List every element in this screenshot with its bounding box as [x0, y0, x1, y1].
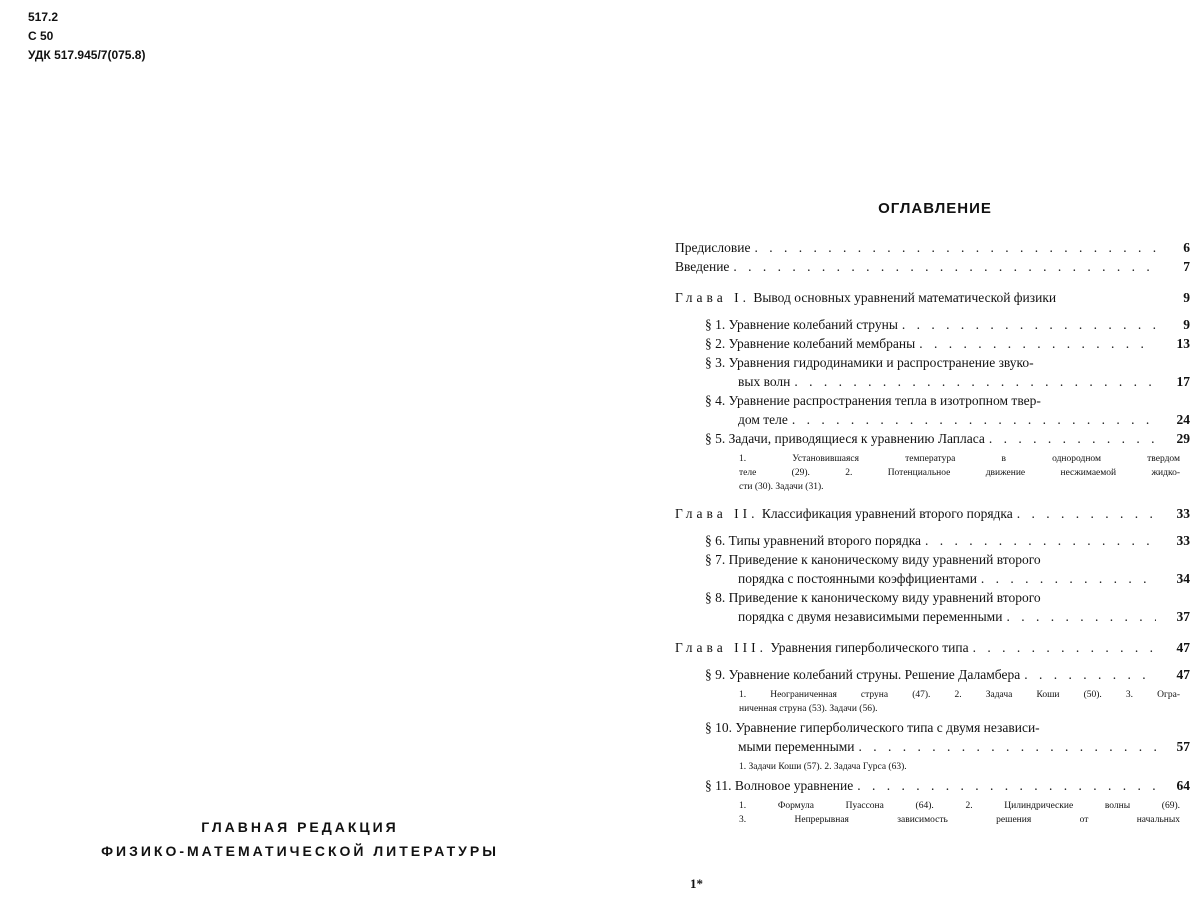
toc-chapter-text	[675, 290, 1056, 306]
subsection-line: 1. Неограниченная струна (47). 2. Задача Коши (50). 3. Огра-	[739, 690, 1180, 700]
toc-section-6[interactable]	[675, 533, 1190, 552]
toc-title: ОГЛАВЛЕНИЕ	[878, 200, 992, 217]
leader-dots	[1024, 667, 1156, 683]
toc-page-number: 47	[1176, 640, 1190, 655]
section-title: Задачи, приводящиеся к уравнению Лапласа	[728, 431, 985, 446]
toc-chapter-text	[675, 640, 969, 656]
section-number: § 5.	[705, 431, 726, 446]
toc-page-number: 33	[1176, 506, 1190, 521]
chapter-label: Глава III.	[675, 640, 767, 655]
publisher-line-1: ГЛАВНАЯ РЕДАКЦИЯ	[201, 819, 399, 835]
section-title: Уравнение колебаний мембраны	[728, 336, 916, 351]
toc-section-9[interactable]	[675, 667, 1190, 686]
section-title: Типы уравнений второго порядка	[728, 533, 922, 548]
leader-dots	[981, 571, 1156, 587]
chapter-label: Глава II.	[675, 506, 759, 521]
section-title: Уравнение распространения тепла в изотропном твер-	[728, 393, 1041, 408]
section-title-continuation: мыми переменными	[738, 739, 855, 754]
toc-entry-text: Введение	[675, 259, 730, 274]
section-number: § 8.	[705, 590, 726, 605]
chapter-title: Уравнения гиперболического типа	[770, 640, 969, 655]
section-title: Уравнение колебаний струны	[728, 317, 898, 332]
leader-dots	[925, 533, 1156, 549]
leader-dots	[792, 412, 1156, 428]
section-number: § 2.	[705, 336, 726, 351]
toc-page-number: 33	[1176, 533, 1190, 548]
toc-section-11[interactable]	[675, 778, 1190, 797]
leader-dots	[857, 778, 1156, 794]
toc-section-3-continuation[interactable]	[675, 374, 1190, 393]
leader-dots	[1006, 609, 1156, 625]
toc-page-number: 57	[1176, 739, 1190, 754]
section-number: § 3.	[705, 355, 726, 370]
toc-section-7[interactable]	[675, 552, 1190, 571]
section-title-continuation: вых волн	[738, 374, 791, 389]
subsection-line: сти (30). Задачи (31).	[739, 482, 824, 492]
leader-dots	[902, 317, 1156, 333]
toc-page-number: 13	[1176, 336, 1190, 351]
toc-entry-intro[interactable]	[675, 259, 1190, 278]
toc-chapter-1[interactable]	[675, 290, 1190, 309]
toc-section-2[interactable]	[675, 336, 1190, 355]
toc-page-number: 9	[1183, 317, 1190, 332]
toc-subsections-5	[675, 452, 1190, 494]
udc-block	[28, 8, 145, 65]
subsection-line: ниченная струна (53). Задачи (56).	[739, 704, 878, 714]
subsection-line: 3. Непрерывная зависимость решения от начальных	[739, 815, 1180, 825]
publisher-block	[40, 815, 560, 863]
chapter-title: Классификация уравнений второго порядка	[761, 506, 1013, 521]
toc-section-8[interactable]	[675, 590, 1190, 609]
toc-page-number: 24	[1176, 412, 1190, 427]
leader-dots	[859, 739, 1156, 755]
toc-page-number: 9	[1183, 290, 1190, 305]
publisher-line-2: ФИЗИКО-МАТЕМАТИЧЕСКОЙ ЛИТЕРАТУРЫ	[101, 843, 499, 859]
section-number: § 11.	[705, 778, 732, 793]
toc-subsections-10	[675, 760, 1190, 774]
toc-entry-text: Предисловие	[675, 240, 751, 255]
toc-subsections-9	[675, 688, 1190, 716]
section-number: § 1.	[705, 317, 726, 332]
section-title-continuation: дом теле	[738, 412, 788, 427]
section-number: § 9.	[705, 667, 726, 682]
subsection-line: теле (29). 2. Потенциальное движение несжимаемой жидко-	[739, 468, 1180, 478]
subsection-line: 1. Задачи Коши (57). 2. Задача Гурса (63).	[739, 762, 907, 772]
udc-code: УДК 517.945/7(075.8)	[28, 48, 146, 62]
section-title: Уравнение гиперболического типа с двумя независи-	[735, 720, 1040, 735]
toc-subsections-11	[675, 799, 1190, 827]
section-title: Волновое уравнение	[734, 778, 854, 793]
toc-section-5[interactable]	[675, 431, 1190, 450]
chapter-label: Глава I.	[675, 290, 750, 305]
classification-code: 517.2	[28, 10, 59, 24]
subsection-line: 1. Формула Пуассона (64). 2. Цилиндрические волны (69).	[739, 801, 1180, 811]
leader-dots	[919, 336, 1156, 352]
toc-section-7-continuation[interactable]	[675, 571, 1190, 590]
leader-dots	[989, 431, 1156, 447]
toc-page-number: 47	[1176, 667, 1190, 682]
toc-section-1[interactable]	[675, 317, 1190, 336]
section-title: Уравнение колебаний струны. Решение Даламбера	[728, 667, 1021, 682]
toc-section-8-continuation[interactable]	[675, 609, 1190, 628]
toc-entry-preface[interactable]	[675, 240, 1190, 259]
toc-section-10-continuation[interactable]	[675, 739, 1190, 758]
section-title: Приведение к каноническому виду уравнений второго	[728, 590, 1041, 605]
page-number: 1*	[690, 876, 703, 891]
toc-section-3[interactable]	[675, 355, 1190, 374]
leader-dots	[794, 374, 1156, 390]
section-title-continuation: порядка с двумя независимыми переменными	[738, 609, 1003, 624]
toc-chapter-3[interactable]	[675, 640, 1190, 659]
toc-section-10[interactable]	[675, 720, 1190, 739]
leader-dots	[973, 640, 1156, 656]
chapter-title: Вывод основных уравнений математической физики	[753, 290, 1057, 305]
toc-page-number: 34	[1176, 571, 1190, 586]
toc-chapter-text	[675, 506, 1013, 522]
section-number: § 10.	[705, 720, 732, 735]
toc-page-number: 37	[1176, 609, 1190, 624]
section-number: § 6.	[705, 533, 726, 548]
toc-page-number: 17	[1176, 374, 1190, 389]
toc-page-number: 7	[1183, 259, 1190, 274]
section-title-continuation: порядка с постоянными коэффициентами	[738, 571, 977, 586]
section-number: § 4.	[705, 393, 726, 408]
toc-page-number: 29	[1176, 431, 1190, 446]
toc-section-4[interactable]	[675, 393, 1190, 412]
section-title: Уравнения гидродинамики и распространение звуко-	[728, 355, 1034, 370]
toc-page-number: 6	[1183, 240, 1190, 255]
toc-chapter-2[interactable]	[675, 506, 1190, 525]
leader-dots	[1017, 506, 1156, 522]
section-title: Приведение к каноническому виду уравнений второго	[728, 552, 1041, 567]
toc-section-4-continuation[interactable]	[675, 412, 1190, 431]
author-mark: С 50	[28, 29, 54, 43]
leader-dots	[733, 259, 1156, 275]
table-of-contents	[675, 240, 1190, 831]
section-number: § 7.	[705, 552, 726, 567]
toc-page-number: 64	[1176, 778, 1190, 793]
subsection-line: 1. Установившаяся температура в однородном твердом	[739, 454, 1180, 464]
leader-dots	[754, 240, 1156, 256]
